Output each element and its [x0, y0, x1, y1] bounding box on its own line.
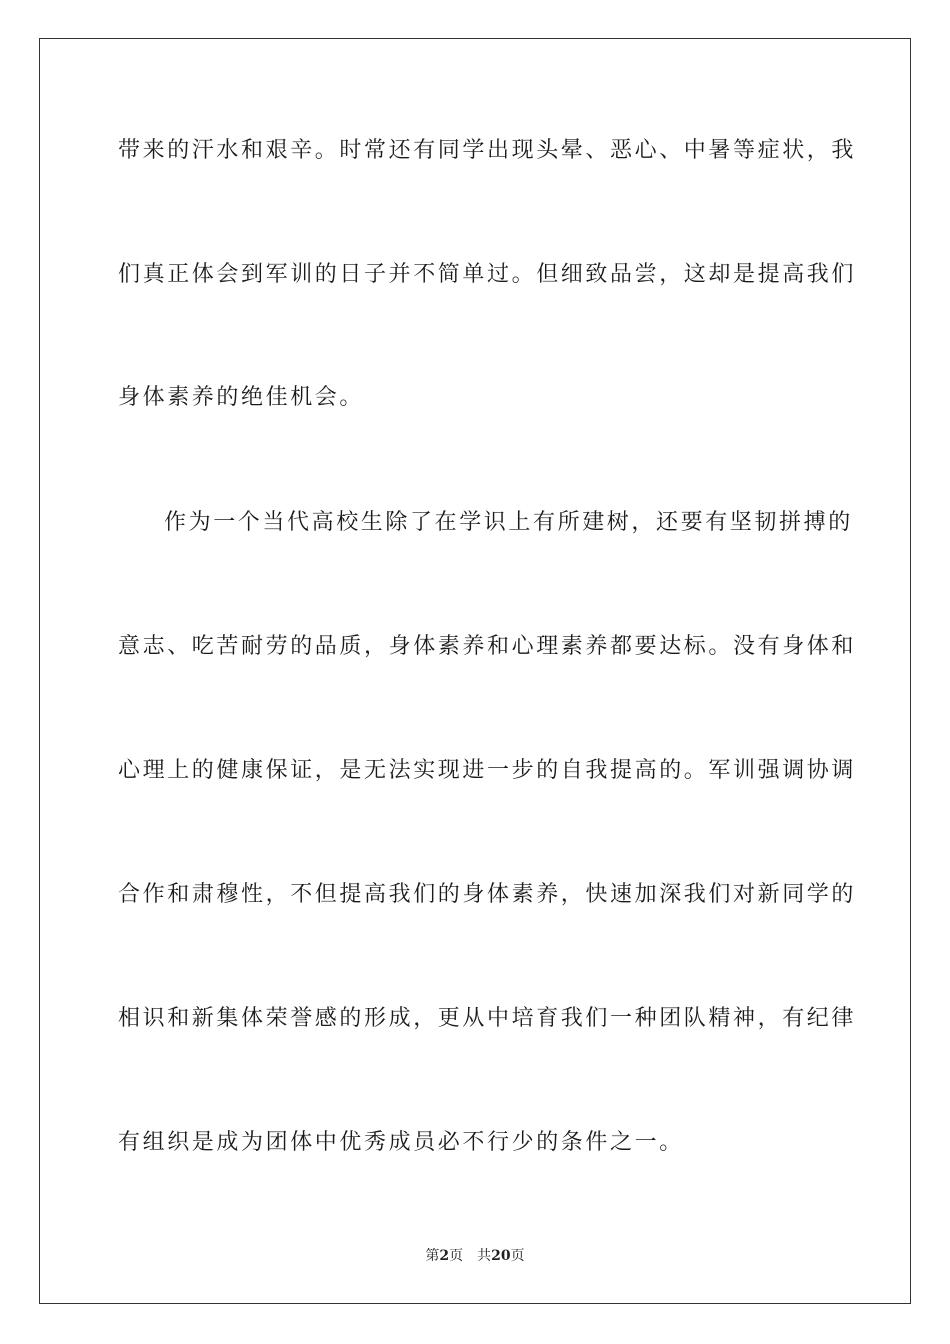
body-line-6: 心理上的健康保证，是无法实现进一步的自我提高的。军训强调协调 [118, 758, 857, 783]
page-number: 2 [439, 1248, 450, 1264]
body-line-1: 带来的汗水和艰辛。时常还有同学出现头晕、恶心、中暑等症状，我 [118, 138, 857, 163]
body-line-7: 合作和肃穆性，不但提高我们的身体素养，快速加深我们对新同学的 [118, 882, 857, 907]
page-number-suffix: 页 [449, 1248, 464, 1264]
body-line-5: 意志、吃苦耐劳的品质，身体素养和心理素养都要达标。没有身体和 [118, 634, 857, 659]
page-number-prefix: 第 [425, 1248, 440, 1264]
body-line-2: 们真正体会到军训的日子并不简单过。但细致品尝，这却是提高我们 [118, 262, 857, 287]
body-line-4: 作为一个当代高校生除了在学识上有所建树，还要有坚韧拼搏的 [164, 510, 853, 535]
total-pages-prefix: 共 [477, 1248, 492, 1264]
body-line-3: 身体素养的绝佳机会。 [118, 385, 365, 410]
total-pages-suffix: 页 [510, 1248, 525, 1264]
page-footer [0, 1247, 950, 1265]
body-line-9: 有组织是成为团体中优秀成员必不行少的条件之一。 [118, 1130, 684, 1155]
page-border [39, 38, 911, 1304]
total-pages: 20 [491, 1248, 511, 1264]
body-line-8: 相识和新集体荣誉感的形成，更从中培育我们一种团队精神，有纪律 [118, 1006, 857, 1031]
